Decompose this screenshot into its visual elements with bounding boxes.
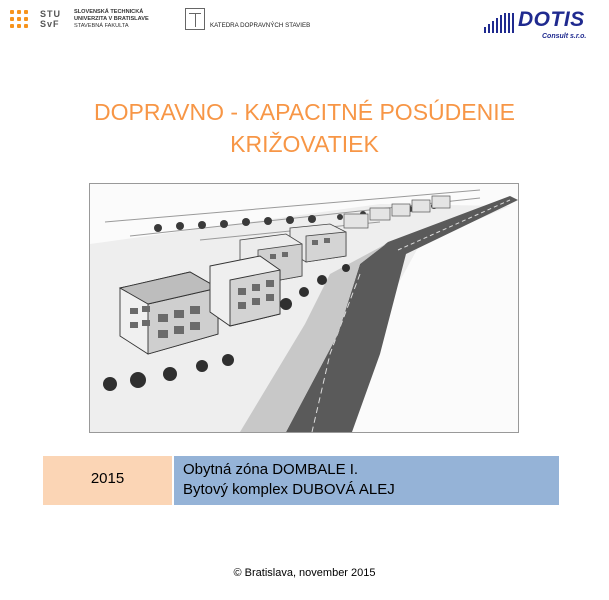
stu-dots-icon bbox=[10, 10, 36, 32]
stu-mark-line1: STU bbox=[40, 9, 61, 19]
dotis-name: DOTIS bbox=[518, 8, 585, 31]
dotis-logo bbox=[484, 9, 600, 41]
stu-name-line2: UNIVERZITA V BRATISLAVE bbox=[74, 16, 149, 22]
project-name-line1: Obytná zóna DOMBALE I. bbox=[183, 461, 359, 478]
year-label: 2015 bbox=[90, 470, 125, 487]
title-line2: KRIŽOVATIEK bbox=[230, 131, 379, 157]
dotis-subtitle: Consult s.r.o. bbox=[542, 33, 587, 40]
year-box bbox=[43, 456, 172, 505]
stu-university-name bbox=[74, 9, 149, 30]
stu-svf-logo bbox=[10, 8, 180, 36]
footer-copyright: © Bratislava, november 2015 bbox=[233, 567, 376, 579]
project-name-line2: Bytový komplex DUBOVÁ ALEJ bbox=[183, 481, 395, 498]
dotis-bars-icon bbox=[484, 13, 518, 33]
title-line1: DOPRAVNO - KAPACITNÉ POSÚDENIE bbox=[94, 99, 515, 125]
residential-complex-rendering bbox=[89, 183, 519, 433]
stu-mark bbox=[40, 9, 61, 29]
department-name: KATEDRA DOPRAVNÝCH STAVIEB bbox=[210, 22, 311, 29]
stu-name-line1: SLOVENSKÁ TECHNICKÁ bbox=[74, 9, 144, 15]
building-illustration bbox=[90, 184, 518, 432]
stu-name-line3: STAVEBNÁ FAKULTA bbox=[74, 23, 129, 29]
page-title bbox=[0, 96, 609, 160]
stu-mark-line2: SvF bbox=[40, 19, 60, 29]
department-emblem-icon bbox=[185, 8, 205, 30]
project-box bbox=[174, 456, 559, 505]
department-logo bbox=[185, 8, 335, 34]
